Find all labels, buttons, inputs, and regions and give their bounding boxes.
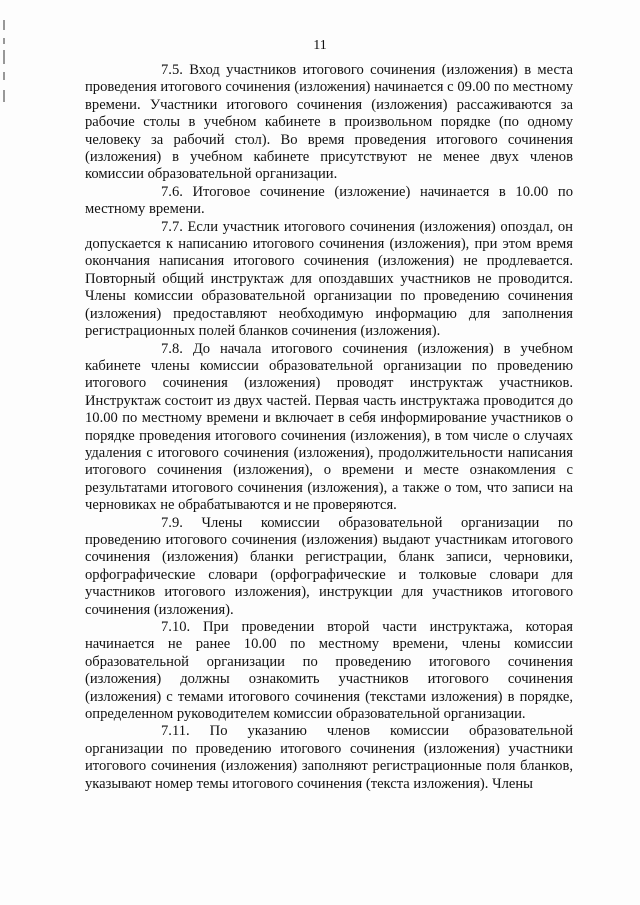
- paragraph-number: 7.10.: [161, 619, 191, 635]
- document-body: [85, 62, 573, 793]
- paragraph-text: При проведении второй части инструктажа, которая начинается не ранее 10.00 по местному времени, члены комиссии образовательной организации по проведению итогового сочинения (изложения) должны ознакомить участников итогового сочинения (изложения) с темами итогового сочинения (текстами изложения) в порядке, определенном руководителем комиссии образовательной организации.: [85, 619, 573, 723]
- paragraph-number: 7.6.: [161, 183, 183, 200]
- paragraph-number: 7.8.: [161, 340, 183, 357]
- paragraph-text: Если участник итогового сочинения (изложения) опоздал, он допускается к написанию итогового сочинения (изложения), при этом время окончания написания итогового сочинения (изложения) не продлевается. Повторный общий инструктаж для опоздавших участников не проводится. Члены комиссии образовательной организации по проведению сочинения (изложения) предоставляют необходимую информацию для заполнения регистрационных полей бланков сочинения (изложения).: [85, 218, 573, 340]
- paragraph-7-7: [85, 219, 573, 341]
- paragraph-7-8: [85, 341, 573, 515]
- page-number: 11: [313, 38, 327, 53]
- paragraph-text: До начала итогового сочинения (изложения) в учебном кабинете члены комиссии образовательной организации по проведению итогового сочинения (изложения) проводят инструктаж участников. Инструктаж состоит из двух частей. Первая часть инструктажа проводится до 10.00 по местному времени и включает в себя информирование участников о порядке проведения итогового сочинения (изложения), в том числе о случаях удаления с итогового сочинения (изложения), продолжительности написания итогового сочинения (изложения), о времени и месте ознакомления с результатами итогового сочинения (изложения), а также о том, что записи на черновиках не обрабатываются и не проверяются.: [85, 340, 574, 514]
- paragraph-text: Члены комиссии образовательной организации по проведению итогового сочинения (изложения) выдают участникам итогового сочинения (изложения) бланки регистрации, бланк записи, черновики, орфографические словари (орфографические и толковые словари для участников итогового изложения), инструкции для участников итогового сочинения (изложения).: [85, 514, 573, 618]
- paragraph-number: 7.11.: [161, 723, 190, 740]
- paragraph-7-5: [85, 62, 573, 184]
- paragraph-7-11: [85, 723, 573, 793]
- paragraph-text: Вход участников итогового сочинения (изложения) в места проведения итогового сочинения (изложения) начинается с 09.00 по местному времени. Участники итогового сочинения (изложения) рассаживаются за рабочие столы в учебном кабинете в произвольном порядке (по одному человеку за рабочий стол). Во время проведения итогового сочинения (изложения) в учебном кабинете присутствуют не менее двух членов комиссии образовательной организации.: [85, 62, 574, 183]
- paragraph-number: 7.7.: [161, 218, 183, 235]
- paragraph-number: 7.9.: [161, 514, 183, 531]
- paragraph-7-6: [85, 184, 573, 219]
- paragraph-7-10: [85, 619, 573, 723]
- scan-margin-marks: [0, 20, 14, 110]
- paragraph-7-9: [85, 515, 573, 619]
- paragraph-number: 7.5.: [161, 62, 183, 78]
- paragraph-text: Итоговое сочинение (изложение) начинается в 10.00 по местному времени.: [85, 183, 573, 218]
- paragraph-text: По указанию членов комиссии образовательной организации по проведению итогового сочинения (изложения) участники итогового сочинения (изложения) заполняют регистрационные поля бланков, указывают номер темы итогового сочинения (текста изложения). Члены: [85, 723, 573, 792]
